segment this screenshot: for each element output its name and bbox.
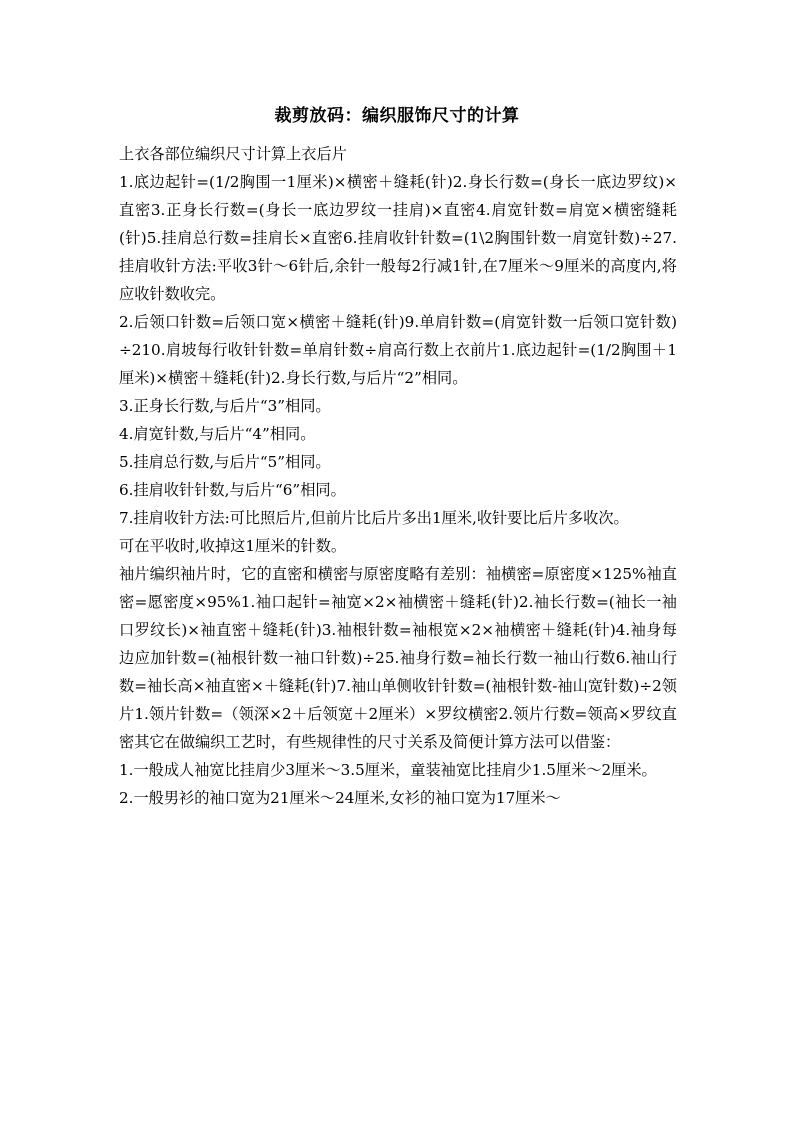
paragraph: 1.一般成人袖宽比挂肩少3厘米～3.5厘米，童装袖宽比挂肩少1.5厘米～2厘米。 xyxy=(119,761,657,779)
paragraph: 4.肩宽针数,与后片“4”相同。 xyxy=(119,425,316,443)
paragraph: 6.挂肩收针针数,与后片“6”相同。 xyxy=(119,481,346,499)
paragraph: 袖片编织袖片时，它的直密和横密与原密度略有差别：袖横密=原密度×125%袖直密=愿密度×95%1.袖口起针=袖宽×2×袖横密＋缝耗(针)2.袖长行数=(袖长一袖口罗纹长)×袖直密＋缝耗(针)3.袖根针数=袖根宽×2×袖横密＋缝耗(针)4.袖身每边应加针数=(袖根针数一袖口针数)÷25.袖身行数=袖长行数一袖山行数6.袖山行数=袖长高×袖直密×＋缝耗(针)7.袖山单侧收针针数=(袖根针数-袖山宽针数)÷2领片1.领片针数=（领深×2＋后领宽＋2厘米）×罗纹横密2.领片行数=领高×罗纹直密其它在做编织工艺时，有些规律性的尺寸关系及简便计算方法可以借鉴： xyxy=(119,565,677,751)
paragraph: 5.挂肩总行数,与后片“5”相同。 xyxy=(119,453,331,471)
paragraph: 2.后领口针数=后领口宽×横密＋缝耗(针)9.单肩针数=(肩宽针数一后领口宽针数)÷210.肩坡每行收针针数=单肩针数÷肩高行数上衣前片1.底边起针=(1/2胸围＋1厘米)×横密＋缝耗(针)2.身长行数,与后片“2”相同。 xyxy=(119,313,677,387)
paragraph: 7.挂肩收针方法:可比照后片,但前片比后片多出1厘米,收针要比后片多收次。 xyxy=(119,509,629,527)
paragraph: 2.一般男衫的袖口宽为21厘米～24厘米,女衫的袖口宽为17厘米～ xyxy=(119,789,561,807)
paragraph: 可在平收时,收掉这1厘米的针数。 xyxy=(119,537,347,555)
paragraph: 1.底边起针=(1/2胸围一1厘米)×横密＋缝耗(针)2.身长行数=(身长一底边罗纹)×直密3.正身长行数=(身长一底边罗纹一挂肩)×直密4.肩宽针数=肩宽×横密缝耗(针)5.挂肩总行数=挂肩长×直密6.挂肩收针针数=(1\2胸围针数一肩宽针数)÷27.挂肩收针方法:平收3针～6针后,余针一般每2行减1针,在7厘米～9厘米的高度内,将应收针数收完。 xyxy=(119,173,677,303)
paragraph: 上衣各部位编织尺寸计算上衣后片 xyxy=(119,145,347,163)
document-body xyxy=(119,140,677,812)
paragraph: 3.正身长行数,与后片“3”相同。 xyxy=(119,397,331,415)
document-title: 裁剪放码：编织服饰尺寸的计算 xyxy=(274,106,520,126)
